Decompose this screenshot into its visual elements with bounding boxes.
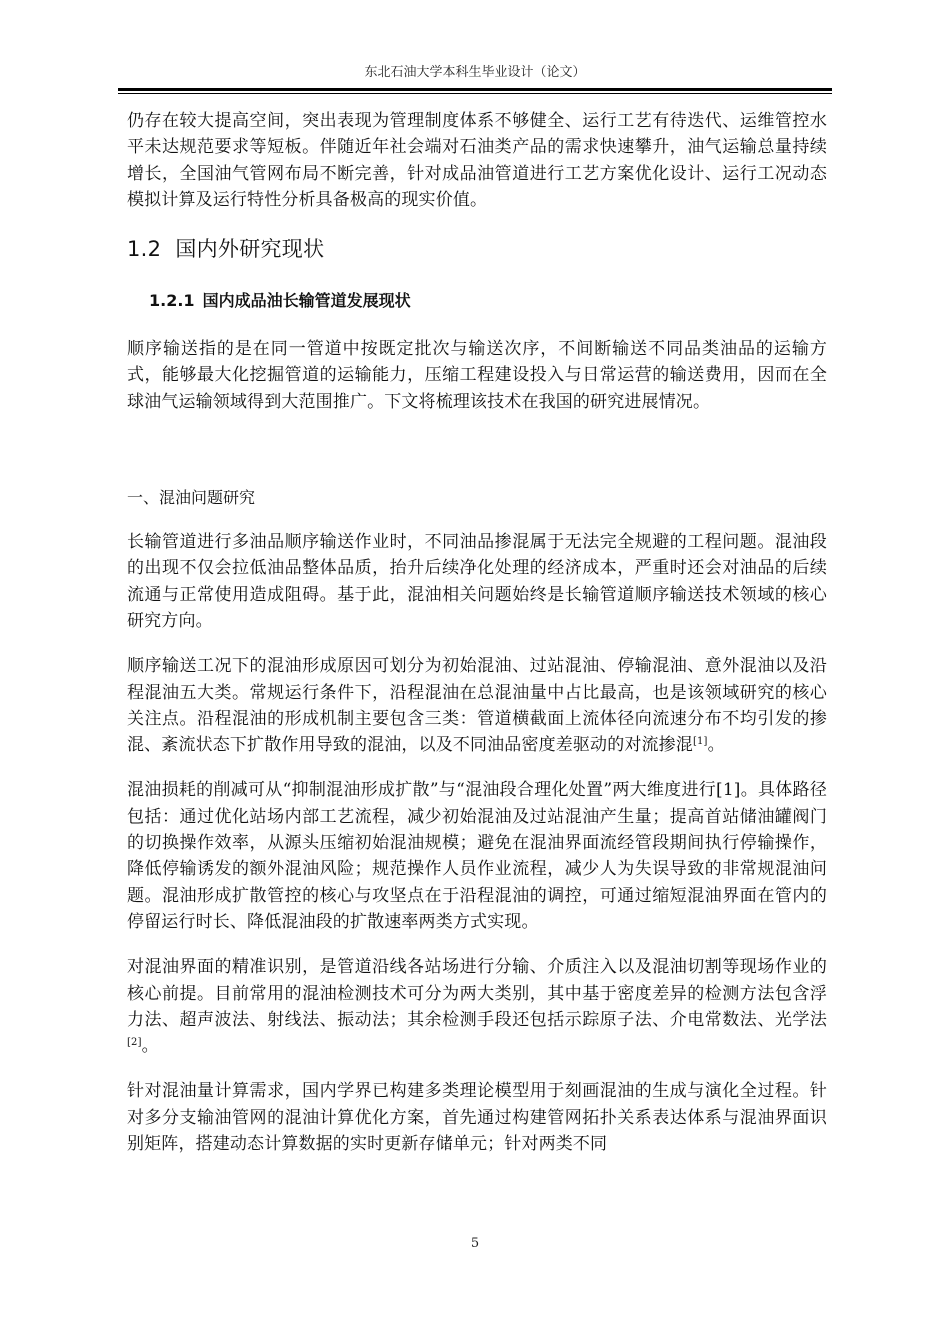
citation-ref: [2] (127, 1037, 142, 1049)
citation-ref: [1] (692, 736, 708, 748)
paragraph-loss-reduction: 混油损耗的削减可从“抑制混油形成扩散”与“混油段合理化处置”两大维度进行[1]。具体路径包括：通过优化站场内部工艺流程，减少初始混油及过站混油产生量；提高首站储油罐阀门的切换操作效率，从源头压缩初始混油规模；避免在混油界面流经管段期间执行停输操作，降低停输诱发的额外混油风险；规范操作人员作业流程，减少人为失误导致的非常规混油问题。混油形成扩散管控的核心与攻坚点在于沿程混油的调控，可通过缩短混油界面在管内的停留运行时长、降低混油段的扩散速率两类方式实现。 (127, 780, 827, 932)
paragraph-mixing-problem: 长输管道进行多油品顺序输送作业时，不同油品掺混属于无法完全规避的工程问题。混油段的出现不仅会拉低油品整体品质，抬升后续净化处理的经济成本，严重时还会对油品的后续流通与正常使用造成阻碍。基于此，混油相关问题始终是长输管道顺序输送技术领域的核心研究方向。 (127, 532, 827, 631)
paragraph-text-end: 。 (707, 735, 725, 756)
running-header: 东北石油大学本科生毕业设计（论文） (364, 65, 586, 80)
subsection-heading-1-2-1 (149, 289, 827, 313)
paragraph-text-end: 。 (141, 1036, 159, 1057)
paragraph-continued: 仍存在较大提高空间，突出表现为管理制度体系不够健全、运行工艺有待迭代、运维管控水平未达规范要求等短板。伴随近年社会端对石油类产品的需求快速攀升，油气运输总量持续增长，全国油气管网布局不断完善，针对成品油管道进行工艺方案优化设计、运行工况动态模拟计算及运行特性分析具备极高的现实价值。 (127, 111, 827, 210)
page-body (127, 108, 827, 1157)
paragraph-text: 顺序输送工况下的混油形成原因可划分为初始混油、过站混油、停输混油、意外混油以及沿程混油五大类。常规运行条件下，沿程混油在总混油量中占比最高，也是该领域研究的核心关注点。沿程混油的形成机制主要包含三类：管道横截面上流体径向流速分布不均引发的掺混、紊流状态下扩散作用导致的混油，以及不同油品密度差驱动的对流掺混 (127, 656, 827, 756)
section-heading-1-2 (127, 235, 827, 263)
paragraph-sequential-transport: 顺序输送指的是在同一管道中按既定批次与输送次序，不间断输送不同品类油品的运输方式，能够最大化挖掘管道的运输能力，压缩工程建设投入与日常运营的输送费用，因而在全球油气运输领域得到大范围推广。下文将梳理该技术在我国的研究进展情况。 (127, 339, 827, 412)
paragraph-text: 对混油界面的精准识别，是管道沿线各站场进行分输、介质注入以及混油切割等现场作业的核心前提。目前常用的混油检测技术可分为两大类别，其中基于密度差异的检测方法包含浮力法、超声波法、射线法、振动法；其余检测手段还包括示踪原子法、介电常数法、光学法 (127, 957, 827, 1030)
paragraph-mixing-models: 针对混油量计算需求，国内学界已构建多类理论模型用于刻画混油的生成与演化全过程。针对多分支输油管网的混油计算优化方案，首先通过构建管网拓扑关系表达体系与混油界面识别矩阵，搭建动态计算数据的实时更新存储单元；针对两类不同 (127, 1081, 827, 1155)
paragraph-mixing-causes (127, 653, 827, 758)
paragraph-interface-detection (127, 954, 827, 1059)
subsection-title: 国内成品油长输管道发展现状 (202, 291, 411, 311)
header-rule-thick (118, 88, 832, 91)
page-number: 5 (470, 1236, 480, 1251)
subsection-mixed-oil: 一、混油问题研究 (127, 488, 256, 508)
section-title: 国内外研究现状 (175, 237, 325, 262)
section-number: 1.2 (127, 237, 162, 262)
subsection-number: 1.2.1 (149, 291, 195, 311)
header-rule-thin (118, 93, 832, 94)
